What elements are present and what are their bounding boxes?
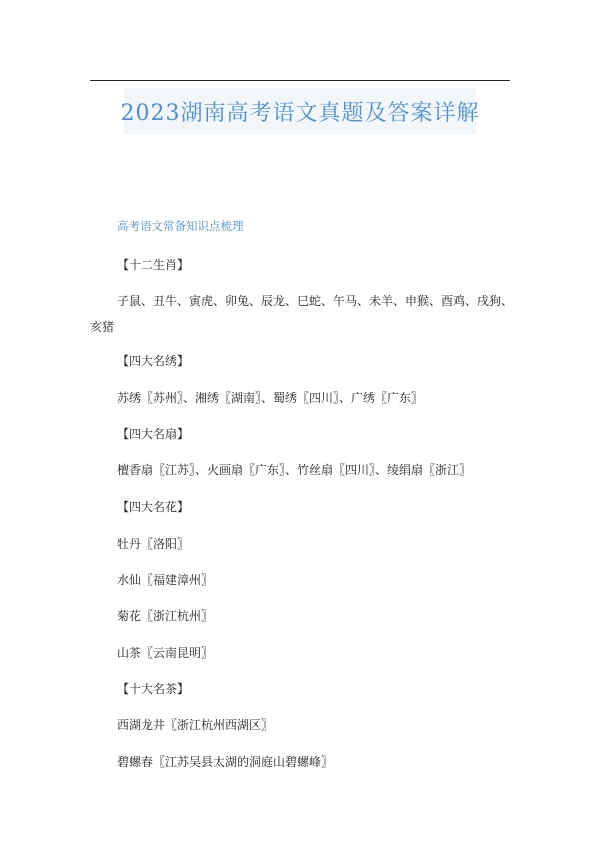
title-banner <box>120 88 480 134</box>
flower-camellia: 山茶〖云南昆明〗 <box>117 646 214 660</box>
embroidery-line: 苏绣〖苏州〗、湘绣〖湖南〗、蜀绣〖四川〗、广绣〖广东〗 <box>117 391 424 405</box>
heading-embroidery: 【四大名绣】 <box>117 354 190 368</box>
tea-longjing: 西湖龙井〖浙江杭州西湖区〗 <box>117 718 274 732</box>
heading-flowers: 【四大名花】 <box>117 500 190 514</box>
zodiac-line-2: 亥猪 <box>90 320 115 334</box>
flower-peony: 牡丹〖洛阳〗 <box>117 537 190 551</box>
heading-fans: 【四大名扇】 <box>117 427 190 441</box>
section-subtitle: 高考语文常备知识点梳理 <box>117 219 244 233</box>
top-divider <box>90 80 510 81</box>
fans-line: 檀香扇〖江苏〗、火画扇〖广东〗、竹丝扇〖四川〗、绫绢扇〖浙江〗 <box>117 463 472 477</box>
flower-narcissus: 水仙〖福建漳州〗 <box>117 573 214 587</box>
heading-teas: 【十大名茶】 <box>117 682 190 696</box>
flower-chrysanthemum: 菊花〖浙江杭州〗 <box>117 609 214 623</box>
tea-biluochun: 碧螺春〖江苏吴县太湖的洞庭山碧螺峰〗 <box>117 755 334 769</box>
heading-zodiac: 【十二生肖】 <box>117 258 190 272</box>
zodiac-line-1: 子鼠、丑牛、寅虎、卯兔、辰龙、巳蛇、午马、未羊、申猴、酉鸡、戌狗、 <box>117 294 514 308</box>
page-title: 2023湖南高考语文真题及答案详解 <box>120 100 480 126</box>
